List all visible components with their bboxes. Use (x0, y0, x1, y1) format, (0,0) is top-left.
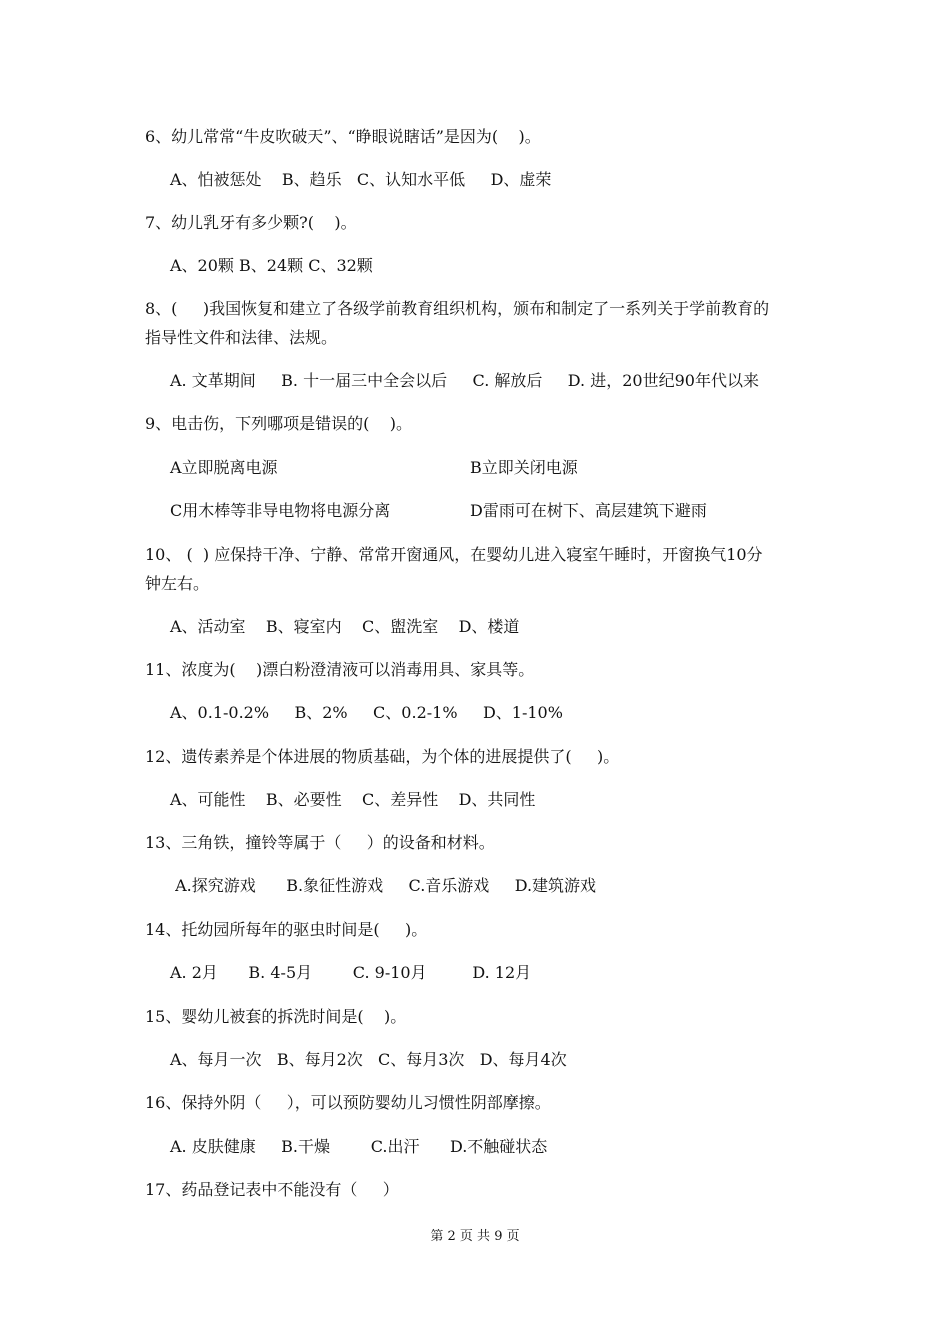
question-15-stem: 15、婴幼儿被套的拆洗时间是( )。 (145, 1007, 407, 1026)
question-6-stem: 6、幼儿常常“牛皮吹破天”、“睁眼说瞎话”是因为( )。 (145, 127, 541, 146)
question-6-options: A、怕被惩处 B、趋乐 C、认知水平低 D、虚荣 (170, 170, 552, 189)
question-15-options: A、每月一次 B、每月2次 C、每月3次 D、每月4次 (170, 1050, 567, 1069)
question-8-stem-line-1: 8、( )我国恢复和建立了各级学前教育组织机构，颁布和制定了一系列关于学前教育的 (145, 299, 770, 318)
question-7-options: A、20颗 B、24颗 C、32颗 (170, 256, 373, 275)
question-12-options: A、可能性 B、必要性 C、差异性 D、共同性 (170, 790, 536, 809)
question-9-option-a: A立即脱离电源 (170, 458, 278, 477)
question-10-stem-line-1: 10、 ( ) 应保持干净、宁静、常常开窗通风，在婴幼儿进入寝室午睡时，开窗换气10分 (145, 545, 763, 564)
question-9-option-c: C用木棒等非导电物将电源分离 (170, 501, 391, 520)
question-11-options: A、0.1-0.2% B、2% C、0.2-1% D、1-10% (170, 703, 563, 722)
question-13-stem: 13、三角铁，撞铃等属于（ ）的设备和材料。 (145, 833, 495, 852)
question-10-options: A、活动室 B、寝室内 C、盥洗室 D、楼道 (170, 617, 520, 636)
question-9-stem: 9、电击伤，下列哪项是错误的( )。 (145, 414, 413, 433)
question-16-stem: 16、保持外阴（ ），可以预防婴幼儿习惯性阴部摩擦。 (145, 1093, 551, 1112)
question-9-option-b: B立即关闭电源 (470, 458, 578, 477)
question-8-options: A. 文革期间 B. 十一届三中全会以后 C. 解放后 D. 进，20世纪90年代以来 (170, 371, 759, 390)
question-16-options: A. 皮肤健康 B.干燥 C.出汗 D.不触碰状态 (170, 1137, 548, 1156)
question-14-options: A. 2月 B. 4-5月 C. 9-10月 D. 12月 (170, 963, 532, 982)
question-9-option-d: D雷雨可在树下、高层建筑下避雨 (470, 501, 707, 520)
question-12-stem: 12、遗传素养是个体进展的物质基础，为个体的进展提供了( )。 (145, 747, 620, 766)
page-number-footer: 第 2 页 共 9 页 (430, 1229, 520, 1244)
question-11-stem: 11、浓度为( )漂白粉澄清液可以消毒用具、家具等。 (145, 660, 535, 679)
question-8-stem-line-2: 指导性文件和法律、法规。 (145, 328, 338, 347)
question-13-options: A.探究游戏 B.象征性游戏 C.音乐游戏 D.建筑游戏 (170, 876, 597, 895)
question-17-stem: 17、药品登记表中不能没有（ ） (145, 1180, 399, 1199)
question-10-stem-line-2: 钟左右。 (145, 574, 210, 593)
question-14-stem: 14、托幼园所每年的驱虫时间是( )。 (145, 920, 428, 939)
question-7-stem: 7、幼儿乳牙有多少颗?( )。 (145, 213, 357, 232)
